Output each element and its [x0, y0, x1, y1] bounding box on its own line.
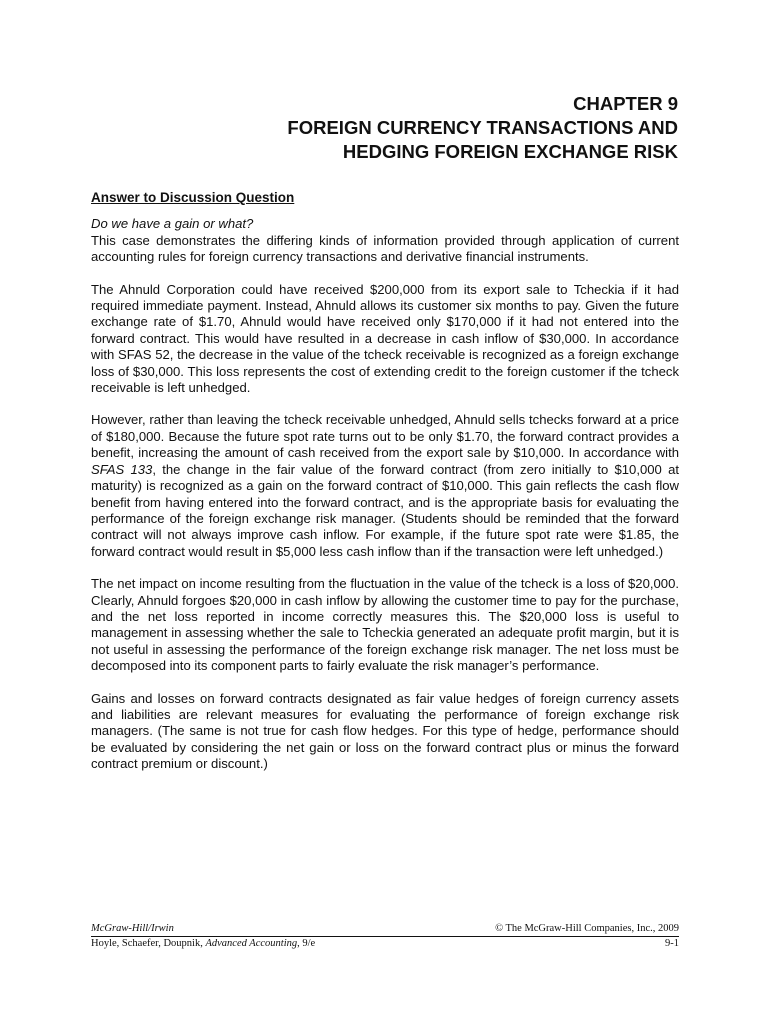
paragraph-1: This case demonstrates the differing kinds of information provided through application of current accounting rules for foreign currency transactions and derivative financial instruments.	[91, 232, 679, 265]
paragraph-3	[91, 412, 679, 560]
footer-copyright: © The McGraw-Hill Companies, Inc., 2009	[495, 923, 679, 934]
footer-book-title: Advanced Accounting	[205, 938, 298, 949]
chapter-number: CHAPTER 9	[573, 93, 678, 114]
paragraph-4: The net impact on income resulting from the fluctuation in the value of the tcheck is a loss of $20,000. Clearly, Ahnuld forgoes $20,000 in cash inflow by allowing the customer time to pay for the purchase, and the net loss reported in income correctly measures this. The $20,000 loss is useful to management in assessing whether the sale to Tcheckia generated an adequate profit margin, but it is not useful in assessing the performance of the foreign exchange risk manager. The net loss must be decomposed into its component parts to fairly evaluate the risk manager’s performance.	[91, 576, 679, 674]
paragraph-3-part-1: However, rather than leaving the tcheck receivable unhedged, Ahnuld sells tchecks forward at a price of $180,000. Because the future spot rate turns out to be only $1.70, the forward contract provides a benefit, increasing the amount of cash received from the export sale by $10,000. In accordance with	[91, 412, 679, 461]
paragraph-5: Gains and losses on forward contracts designated as fair value hedges of foreign currency assets and liabilities are relevant measures for evaluating the performance of foreign exchange risk managers. (The same is not true for cash flow hedges. For this type of hedge, performance should be evaluated by considering the net gain or loss on the forward contract plus or minus the forward contract premium or discount.)	[91, 690, 679, 772]
discussion-question: Do we have a gain or what?	[91, 216, 254, 232]
page-footer	[91, 923, 679, 950]
footer-page-number: 9-1	[665, 938, 679, 949]
footer-divider	[91, 936, 679, 937]
chapter-title-line-1: FOREIGN CURRENCY TRANSACTIONS AND	[287, 117, 678, 138]
footer-citation	[91, 938, 315, 950]
paragraph-3-italic-term: SFAS 133	[91, 461, 153, 477]
document-body	[91, 190, 679, 789]
footer-bottom-row	[91, 938, 679, 950]
chapter-heading	[287, 92, 678, 164]
paragraph-3-part-2: , the change in the fair value of the forward contract (from zero initially to $10,000 at maturity) is recognized as a gain on the forward contract of $10,000. This gain reflects the cash flow benefit from having entered into the forward contract, and is the appropriate basis for evaluating the performance of the foreign exchange risk manager. (Students should be reminded that the forward contract will not always improve cash inflow. For example, if the future spot rate were $1.85, the forward contract would result in $5,000 less cash inflow than if the transaction were left unhedged.)	[91, 461, 680, 559]
footer-publisher: McGraw-Hill/Irwin	[91, 923, 174, 934]
footer-edition: , 9/e	[297, 938, 316, 949]
section-title: Answer to Discussion Question	[91, 190, 295, 205]
paragraph-2: The Ahnuld Corporation could have received $200,000 from its export sale to Tcheckia if it had required immediate payment. Instead, Ahnuld allows its customer six months to pay. Given the future exchange rate of $1.70, Ahnuld would have received only $170,000 if it had not entered into the forward contract. This would have resulted in a decrease in cash inflow of $30,000. In accordance with SFAS 52, the decrease in the value of the tcheck receivable is recognized as a foreign exchange loss of $30,000. This loss represents the cost of extending credit to the foreign customer if the tcheck receivable is left unhedged.	[91, 281, 679, 396]
chapter-title-line-2: HEDGING FOREIGN EXCHANGE RISK	[342, 141, 678, 162]
footer-top-row	[91, 923, 679, 935]
footer-authors: Hoyle, Schaefer, Doupnik,	[91, 938, 206, 949]
